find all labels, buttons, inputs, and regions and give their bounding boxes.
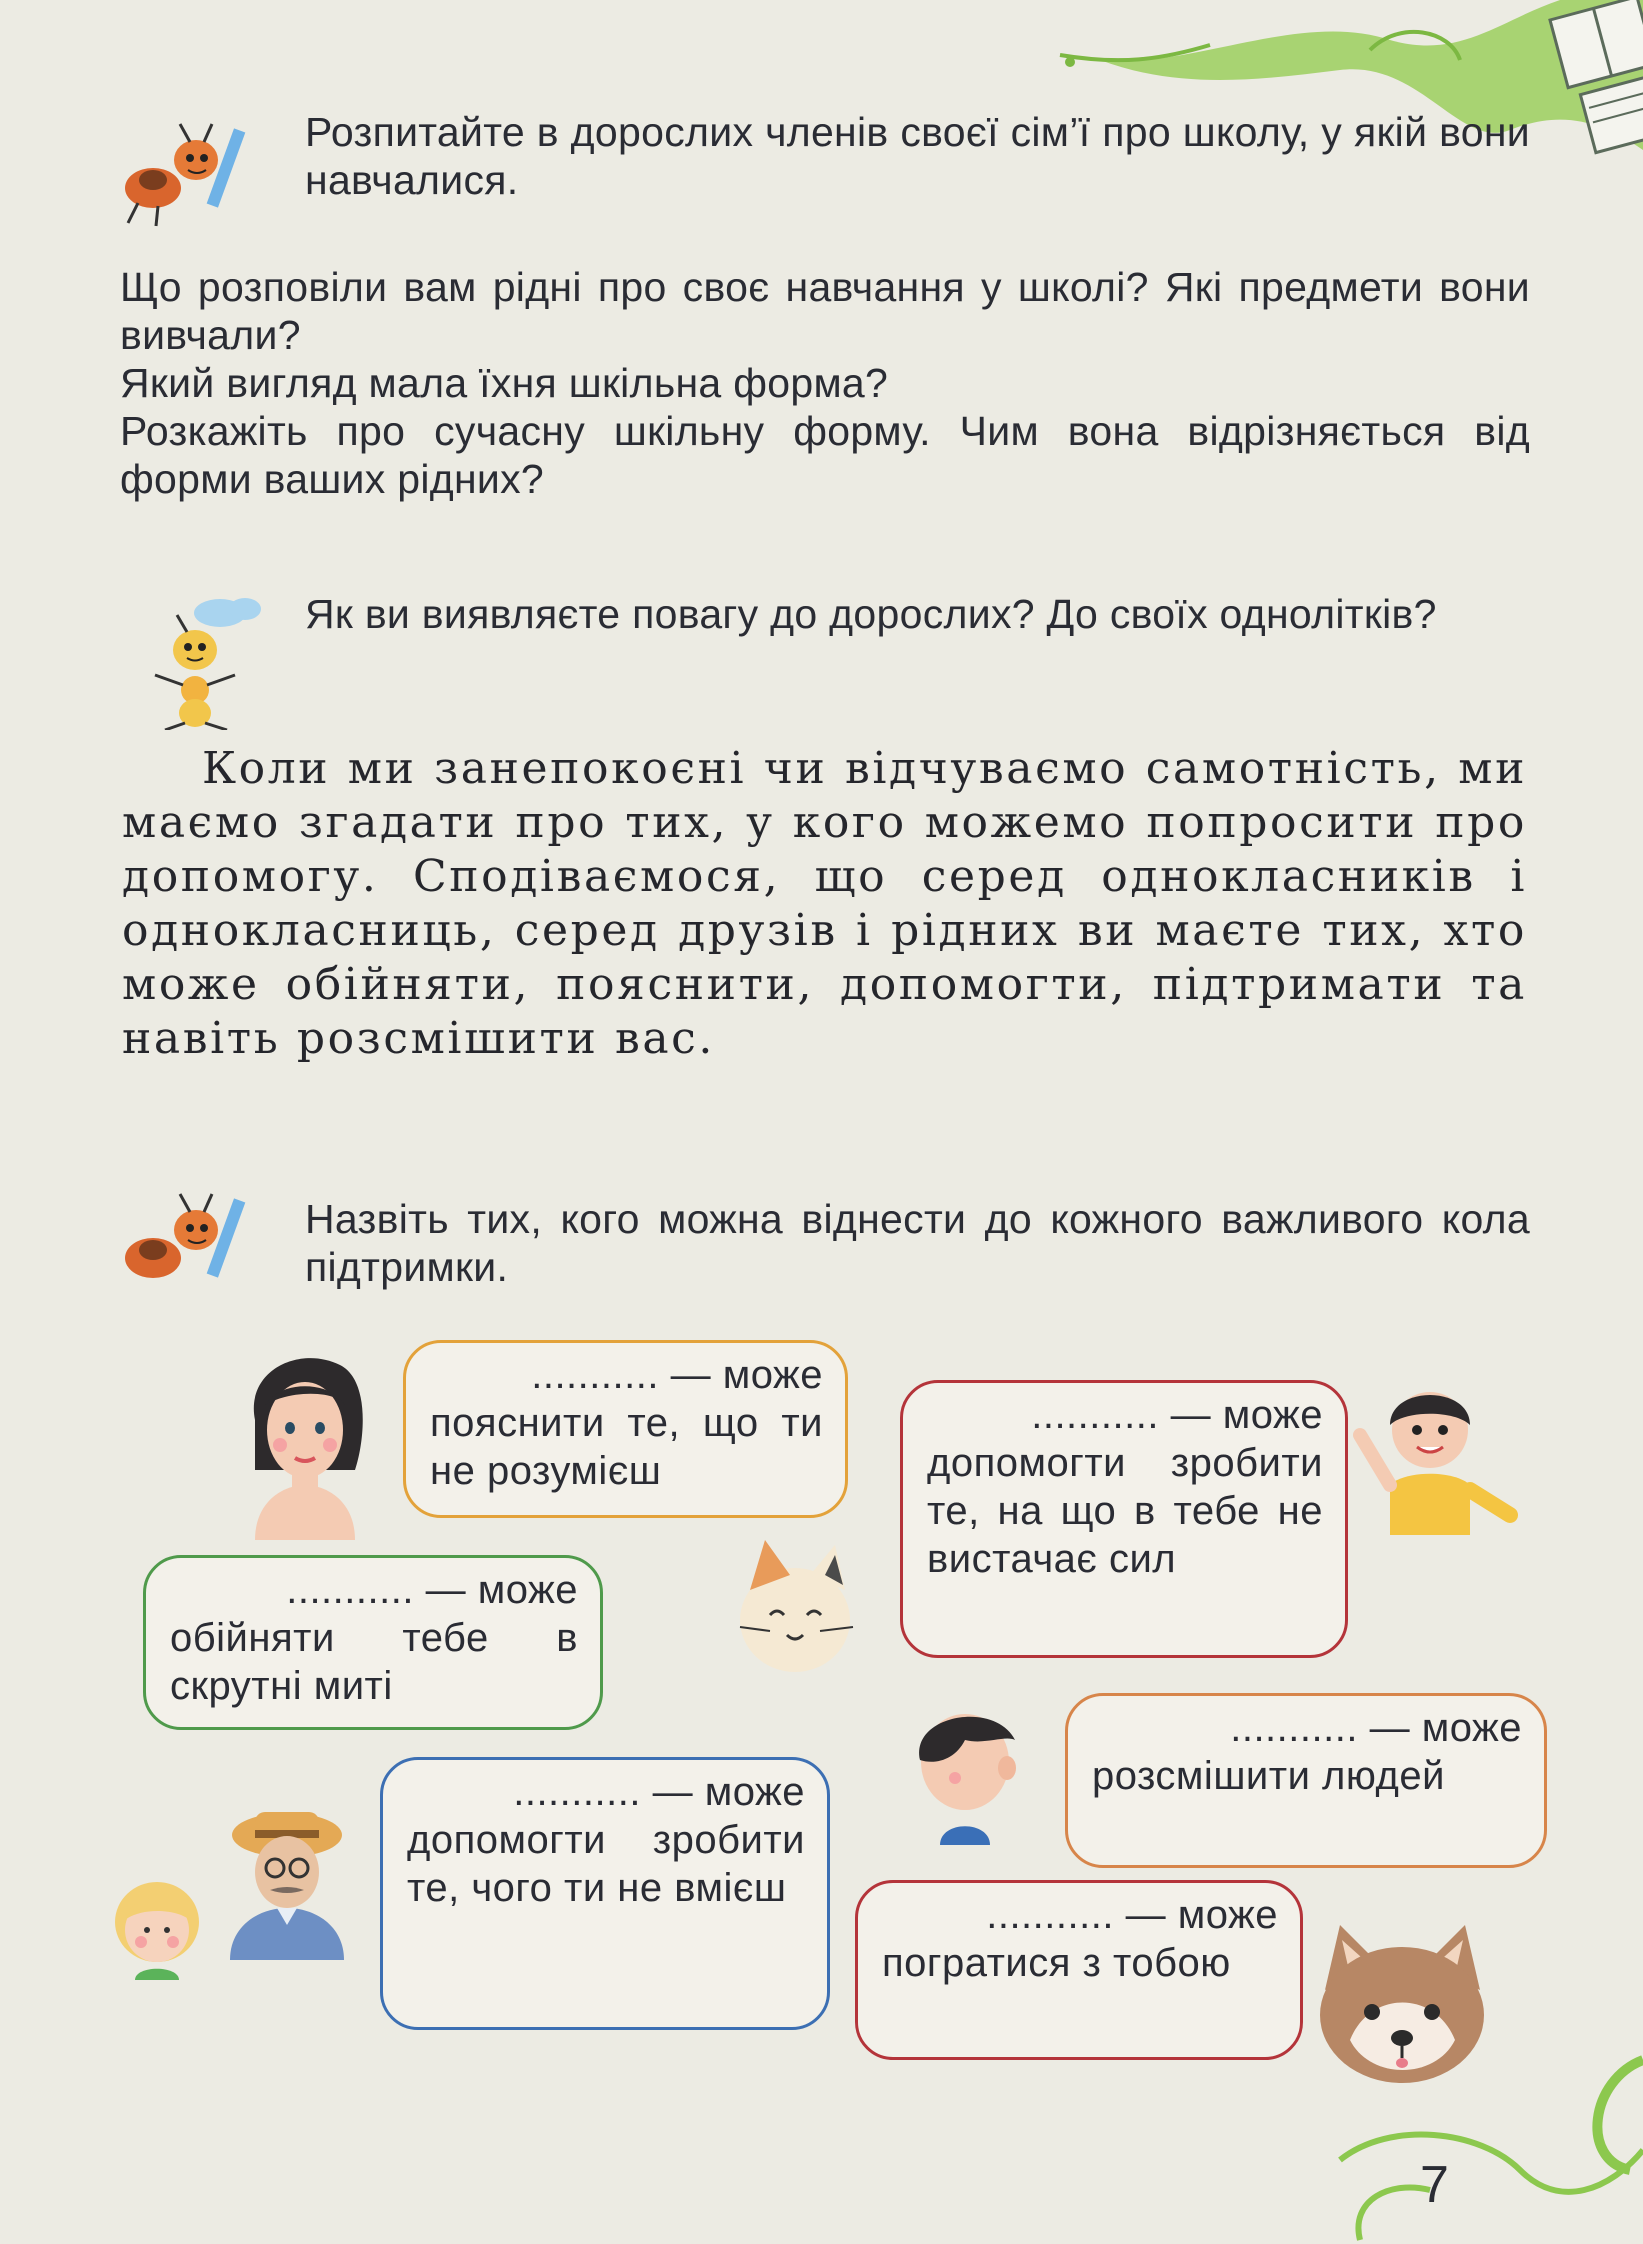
page-number: 7 <box>1420 2156 1449 2214</box>
bubble-laugh-text: розсмішити людей <box>1092 1754 1445 1798</box>
bubble-hug <box>143 1555 603 1730</box>
bubble-play-lead: ........... — може <box>986 1893 1278 1937</box>
bubble-teach <box>380 1757 830 2030</box>
support-paragraph <box>122 742 1527 1066</box>
task2-text: Як ви виявляєте повагу до дорослих? До своїх однолітків? <box>305 591 1437 637</box>
bubble-hug-lead: ........... — може <box>286 1568 578 1612</box>
bubble-explain-text: пояснити те, що ти не розумієш <box>430 1401 823 1493</box>
bubble-laugh-lead: ........... — може <box>1230 1706 1522 1750</box>
bubble-play <box>855 1880 1303 2060</box>
paragraph-text: Коли ми занепокоєні чи відчуваємо самотність, ми маємо згадати про тих, у кого можемо попросити про допомогу. Сподіваємося, що серед однокласників і однокласниць, серед друзів і рідних ви маєте тих, хто може обійняти, пояснити, допомогти, підтримати та навіть розсмішити вас. <box>122 743 1527 1064</box>
boy-waving-avatar <box>1345 1385 1525 1535</box>
questions-block <box>120 263 1530 503</box>
bubble-help-strength <box>900 1380 1348 1658</box>
bubble-laugh <box>1065 1693 1547 1868</box>
bubble-play-text: погратися з тобою <box>882 1941 1231 1985</box>
question-1: Що розповіли вам рідні про своє навчання у школі? Які предмети вони вивчали? <box>120 264 1530 358</box>
ant-thinking-icon <box>145 595 265 730</box>
task3-text: Назвіть тих, кого можна віднести до кожного важливого кола підтримки. <box>305 1196 1530 1290</box>
cat-icon <box>735 1535 865 1675</box>
grandfather-avatar <box>225 1800 350 1960</box>
bubble-hug-text: обійняти тебе в скрутні миті <box>170 1616 578 1708</box>
bubble-help-strength-lead: ........... — може <box>1031 1393 1323 1437</box>
bubble-teach-lead: ........... — може <box>513 1770 805 1814</box>
bubble-explain <box>403 1340 848 1518</box>
boy-side-avatar <box>895 1700 1035 1845</box>
ant-pencil-icon-2 <box>118 1188 248 1298</box>
woman-avatar <box>240 1350 370 1540</box>
ant-pencil-icon <box>118 118 248 228</box>
girl-avatar <box>105 1880 210 1980</box>
bubble-help-strength-text: допомогти зробити те, на що в тебе не вистачає сил <box>927 1441 1323 1581</box>
question-3: Розкажіть про сучасну шкільну форму. Чим вона відрізняється від форми ваших рідних? <box>120 408 1530 502</box>
bubble-teach-text: допомогти зробити те, чого ти не вмієш <box>407 1818 805 1910</box>
bubble-explain-lead: ........... — може <box>531 1353 823 1397</box>
dog-icon <box>1310 1920 1495 2090</box>
task1-text: Розпитайте в дорослих членів своєї сім’ї про школу, у якій вони навчалися. <box>305 109 1530 203</box>
question-2: Який вигляд мала їхня шкільна форма? <box>120 360 889 406</box>
